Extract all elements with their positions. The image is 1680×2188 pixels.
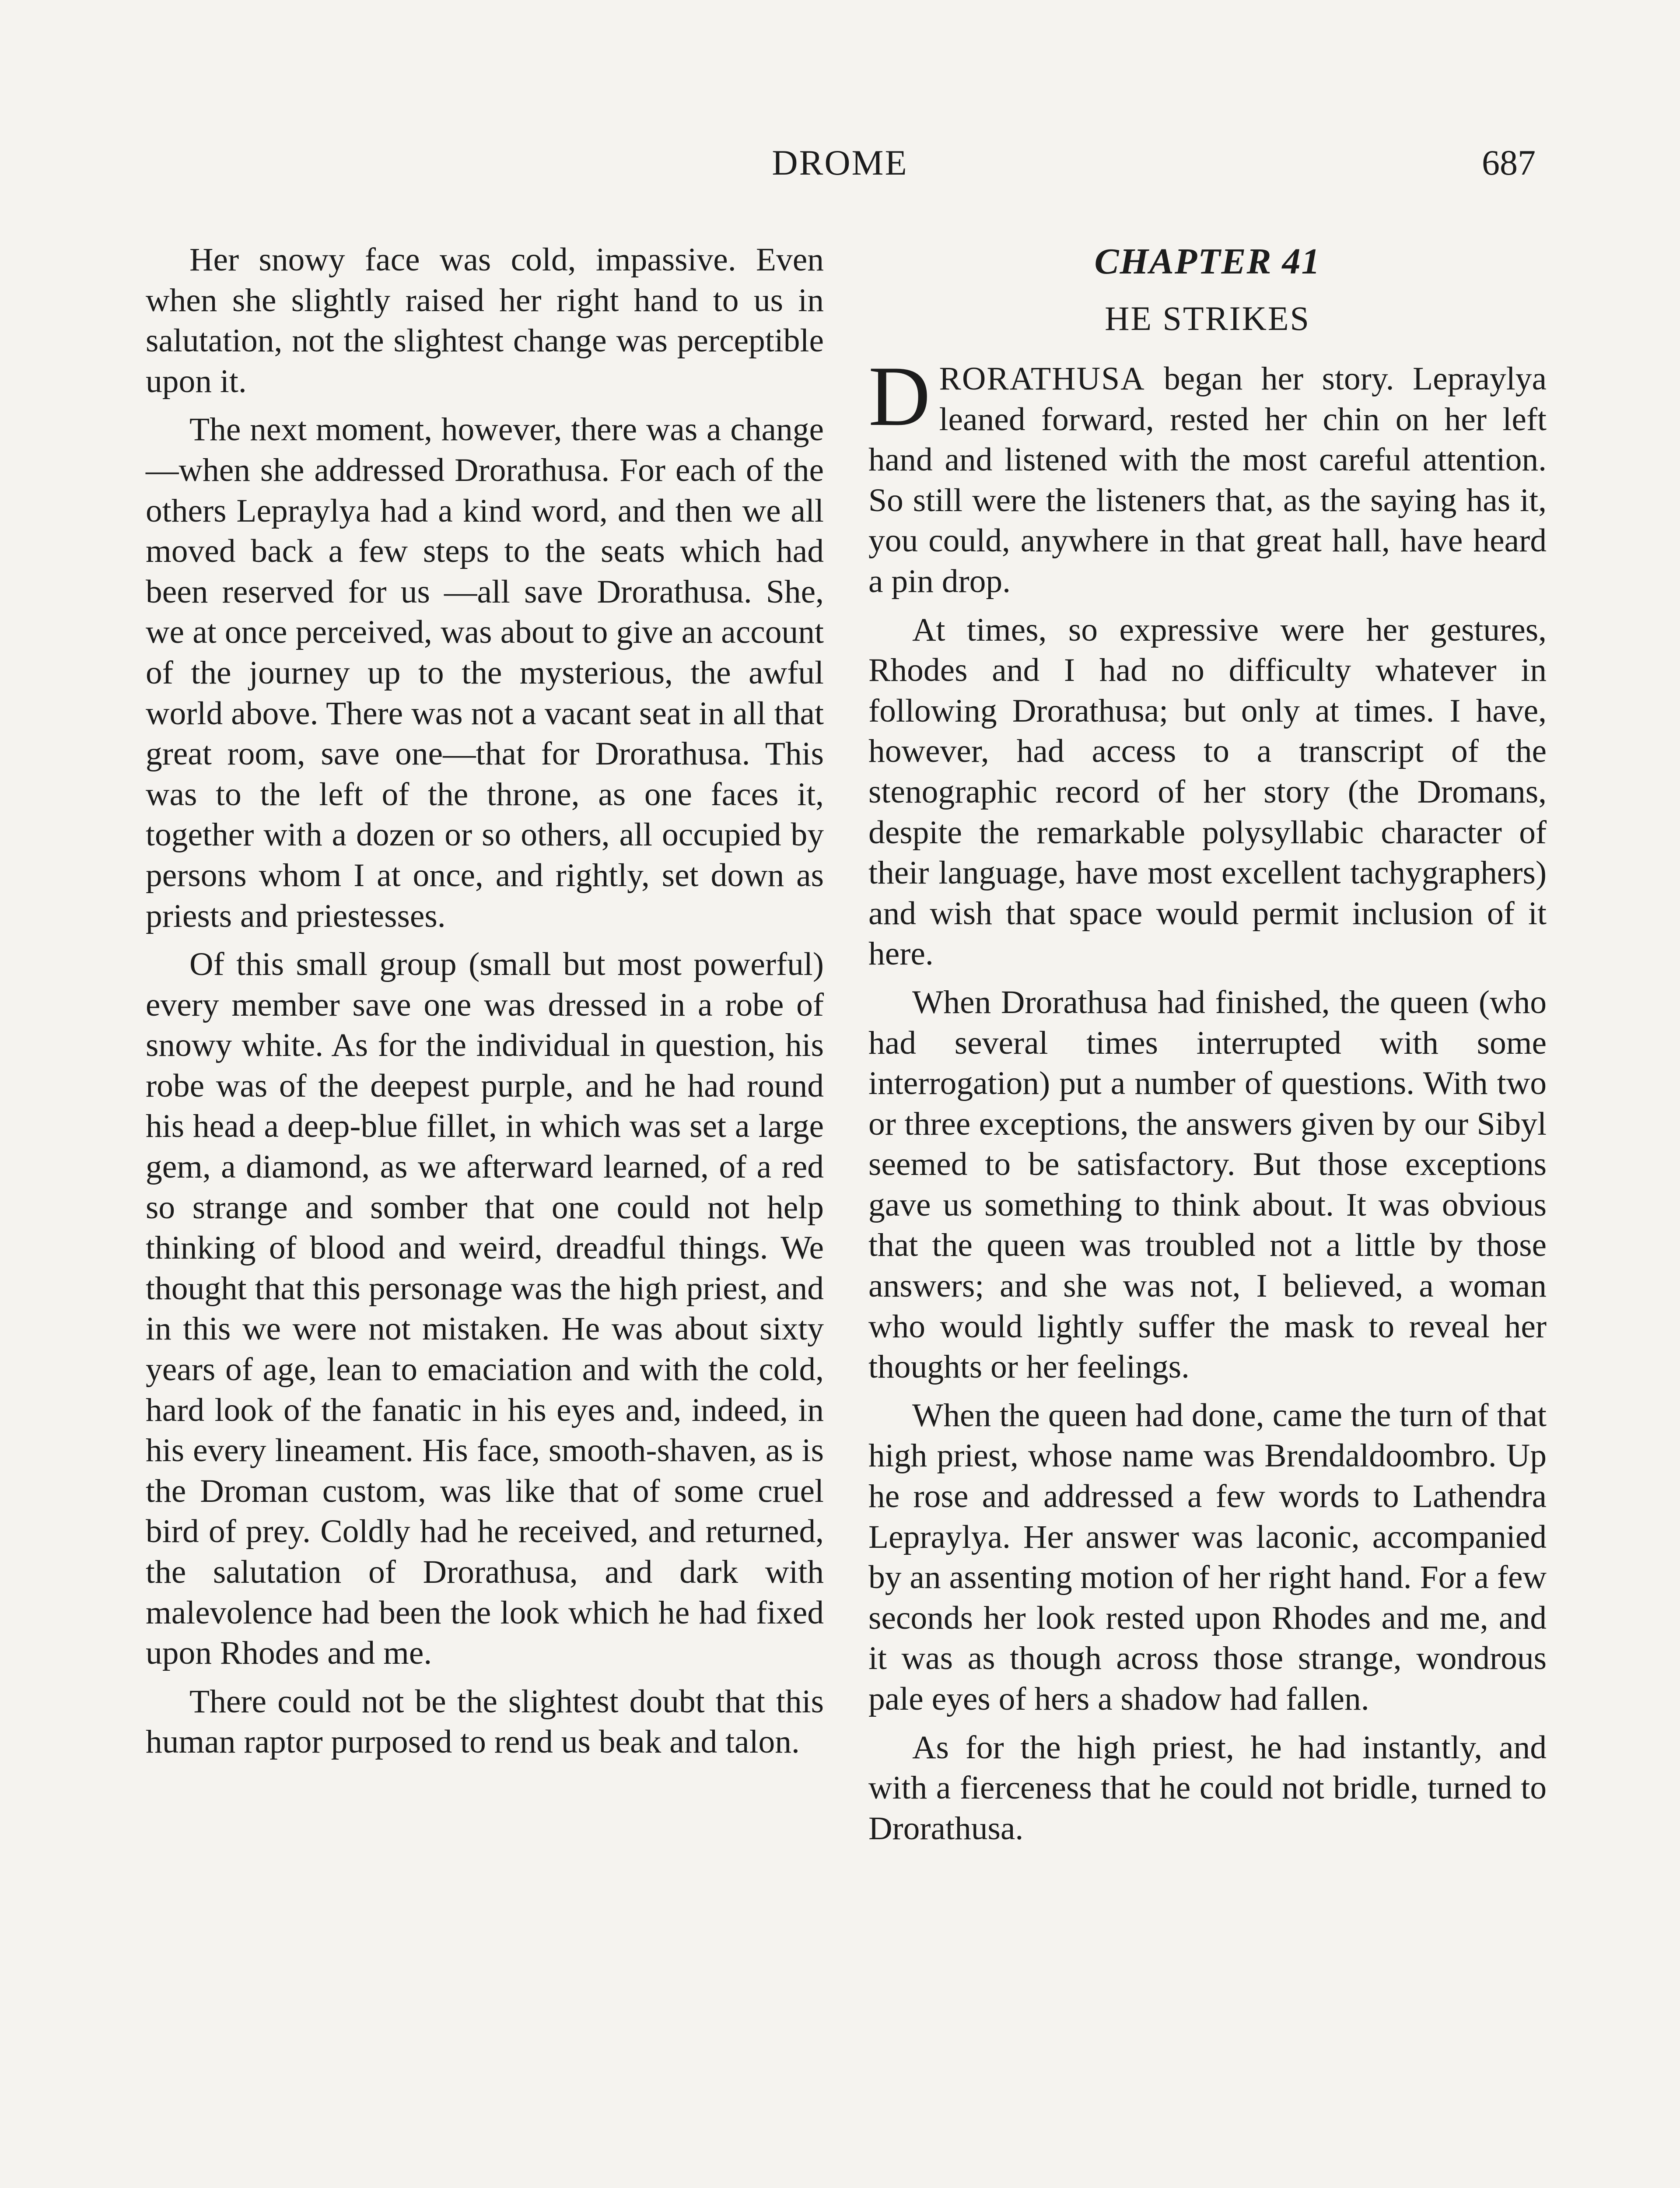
paragraph: There could not be the slightest doubt that this human raptor purposed to rend us beak and talon.: [146, 1683, 824, 1760]
paragraph: The next moment, however, there was a change—when she addressed Drorathusa. For each of the others Lepraylya had a kind word, and then we all moved back a few steps to the seats which had been reserved for us —all save Drorathusa. She, we at once perceived, was about to give an account of the journey up to the mysterious, the awful world above. There was not a vacant seat in all that great room, save one—that for Drorathusa. This was to the left of the throne, as one faces it, together with a dozen or so others, all occupied by persons whom I at once, and rightly, set down as priests and priestesses.: [146, 411, 824, 934]
drop-cap: D: [868, 349, 931, 444]
smallcaps-lead: RORATHUSA: [939, 361, 1145, 397]
paragraph: Of this small group (small but most powerful) every member save one was dressed in a robe of snowy white. As for the individual in question, his robe was of the deepest purple, and he had round his head a deep-blue fillet, in which was set a large gem, a diamond, as we afterward learned, of a red so strange and somber that one could not help thinking of blood and weird, dreadful things. We thought that this personage was the high priest, and in this we were not mistaken. He was about sixty years of age, lean to emaciation and with the cold, hard look of the fanatic in his eyes and, indeed, in his every lineament. His face, smooth-shaven, as is the Droman custom, was like that of some cruel bird of prey. Coldly had he received, and returned, the salutation of Drorathusa, and dark with malevolence had been the look which he had fixed upon Rhodes and me.: [146, 946, 824, 1672]
chapter-title: HE STRIKES: [1105, 299, 1310, 337]
chapter-number: CHAPTER 41: [1094, 241, 1321, 282]
paragraph: When the queen had done, came the turn of that high priest, whose name was Brendaldoombro. Up he rose and addressed a few words to Lathendra Lepraylya. Her answer was laconic, accompanied by an assenting motion of her right hand. For a few seconds her look rested upon Rhodes and me, and it was as though across those strange, wondrous pale eyes of hers a shadow had fallen.: [868, 1397, 1547, 1717]
running-title: DROME: [772, 143, 908, 182]
left-column: [146, 240, 824, 1771]
opening-paragraph: [868, 349, 1547, 602]
paragraph: Her snowy face was cold, impassive. Even when she slightly raised her right hand to us in salutation, not the slightest change was perceptible upon it.: [146, 242, 824, 400]
right-column: [868, 240, 1547, 1857]
paragraph: As for the high priest, he had instantly, and with a fierceness that he could not bridle, turned to Drorathusa.: [868, 1729, 1547, 1847]
opening-paragraph-text: began her story. Lepraylya leaned forward, rested her chin on her left hand and listened with the most careful attention. So still were the listeners that, as the saying has it, you could, anywhere in that great hall, have heard a pin drop.: [868, 361, 1547, 600]
running-head: [144, 142, 1536, 190]
page-number: 687: [1482, 143, 1536, 182]
paragraph: When Drorathusa had finished, the queen (who had several times interrupted with some interrogation) put a number of questions. With two or three exceptions, the answers given by our Sibyl seemed to be satisfactory. But those exceptions gave us something to think about. It was obvious that the queen was troubled not a little by those answers; and she was not, I believed, a woman who would lightly suffer the mask to reveal her thoughts or her feelings.: [868, 984, 1547, 1385]
paragraph: At times, so expressive were her gestures, Rhodes and I had no difficulty whatever in following Drorathusa; but only at times. I have, however, had access to a transcript of the stenographic record of her story (the Dromans, despite the remarkable polysyllabic character of their language, have most excellent tachygraphers) and wish that space would permit inclusion of it here.: [868, 611, 1547, 972]
